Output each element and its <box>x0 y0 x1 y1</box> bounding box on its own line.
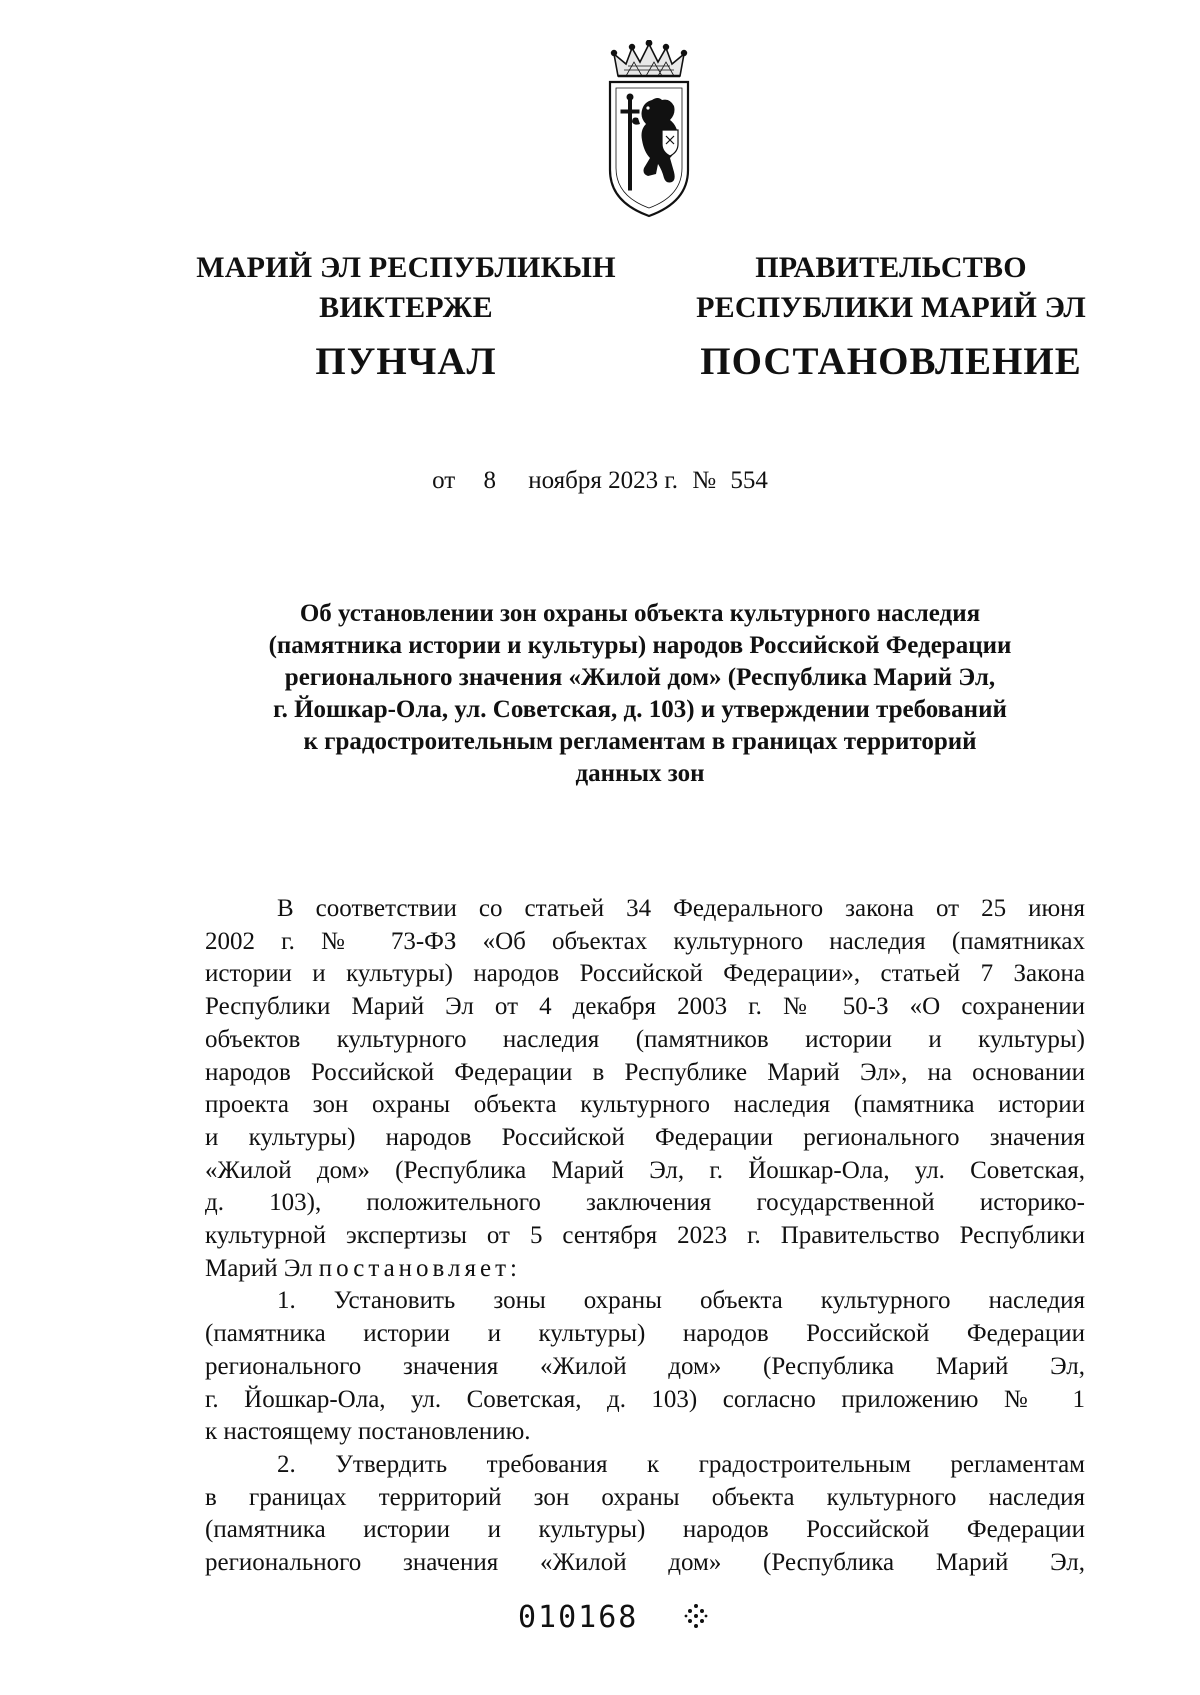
body-line: 2. Утвердить требования к градостроительным регламентам <box>277 1450 1085 1478</box>
body-line: г. Йошкар-Ола, ул. Советская, д. 103) согласно приложению № 1 <box>205 1385 1085 1413</box>
crown-icon <box>612 40 687 76</box>
header-russian-line2: РЕСПУБЛИКИ МАРИЙ ЭЛ <box>696 291 1086 324</box>
body-line: проекта зон охраны объекта культурного наследия (памятника истории <box>205 1091 1085 1119</box>
subject-line: данных зон <box>575 760 705 787</box>
subject-line: регионального значения «Жилой дом» (Республика Марий Эл, <box>284 664 996 691</box>
header-mari <box>180 248 632 386</box>
body-line: регионального значения «Жилой дом» (Республика Марий Эл, <box>205 1549 1085 1577</box>
body-line: д. 103), положительного заключения государственной историко- <box>205 1189 1085 1217</box>
subject-line: Об установлении зон охраны объекта культурного наследия <box>299 600 981 627</box>
subject-line: (памятника истории и культуры) народов Российской Федерации <box>268 632 1012 659</box>
date-prefix: от <box>432 467 456 494</box>
body-line: 2002 г. № 73-ФЗ «Об объектах культурного наследия (памятниках <box>205 927 1085 955</box>
small-shield-icon <box>662 130 678 156</box>
body-line-decree <box>205 1253 1085 1286</box>
header-russian <box>676 248 1106 386</box>
document-body <box>205 893 1085 1580</box>
decree-word: постановляет: <box>318 1254 521 1282</box>
body-line: в границах территорий зон охраны объекта культурного наследия <box>205 1483 1085 1511</box>
header-mari-line1: МАРИЙ ЭЛ РЕСПУБЛИКЫН <box>196 251 616 284</box>
body-line: Республики Марий Эл от 4 декабря 2003 г. № 50-З «О сохранении <box>205 993 1085 1021</box>
number-sign: № <box>692 467 717 494</box>
header-russian-title: ПОСТАНОВЛЕНИЕ <box>700 340 1082 383</box>
body-line: культурной экспертизы от 5 сентября 2023 г. Правительство Республики <box>205 1222 1085 1250</box>
form-serial-number: 010168 <box>518 1600 639 1635</box>
body-line: «Жилой дом» (Республика Марий Эл, г. Йошкар-Ола, ул. Советская, <box>205 1156 1085 1184</box>
date-day: 8 <box>483 467 496 494</box>
body-line: регионального значения «Жилой дом» (Республика Марий Эл, <box>205 1352 1085 1380</box>
body-line: объектов культурного наследия (памятников истории и культуры) <box>205 1025 1085 1053</box>
body-line: (памятника истории и культуры) народов Российской Федерации <box>205 1320 1085 1348</box>
subject-line: г. Йошкар-Ола, ул. Советская, д. 103) и утверждении требований <box>273 696 1007 723</box>
decree-prefix: Марий Эл <box>205 1254 319 1282</box>
date-month-year: ноября 2023 г. <box>528 467 679 494</box>
document-date-line <box>0 465 1200 497</box>
document-subject <box>200 598 1080 790</box>
body-line: истории и культуры) народов Российской Федерации», статьей 7 Закона <box>205 960 1085 988</box>
body-line: к настоящему постановлению. <box>205 1418 531 1446</box>
body-line: 1. Установить зоны охраны объекта культурного наследия <box>277 1287 1085 1315</box>
body-line: и культуры) народов Российской Федерации регионального значения <box>205 1123 1085 1151</box>
subject-line: к градостроительным регламентам в границах территорий <box>303 728 977 755</box>
body-line: В соответствии со статьей 34 Федерального закона от 25 июня <box>277 895 1085 922</box>
body-line: народов Российской Федерации в Республике Марий Эл», на основании <box>205 1058 1085 1086</box>
ornament-mark-icon <box>683 1600 709 1632</box>
coat-of-arms-emblem <box>604 40 694 220</box>
document-number: 554 <box>730 467 768 494</box>
header-mari-line2: ВИКТЕРЖЕ <box>319 291 493 324</box>
body-line: (памятника истории и культуры) народов Российской Федерации <box>205 1516 1085 1544</box>
header-russian-line1: ПРАВИТЕЛЬСТВО <box>755 251 1027 284</box>
header-mari-title: ПУНЧАЛ <box>315 340 497 383</box>
